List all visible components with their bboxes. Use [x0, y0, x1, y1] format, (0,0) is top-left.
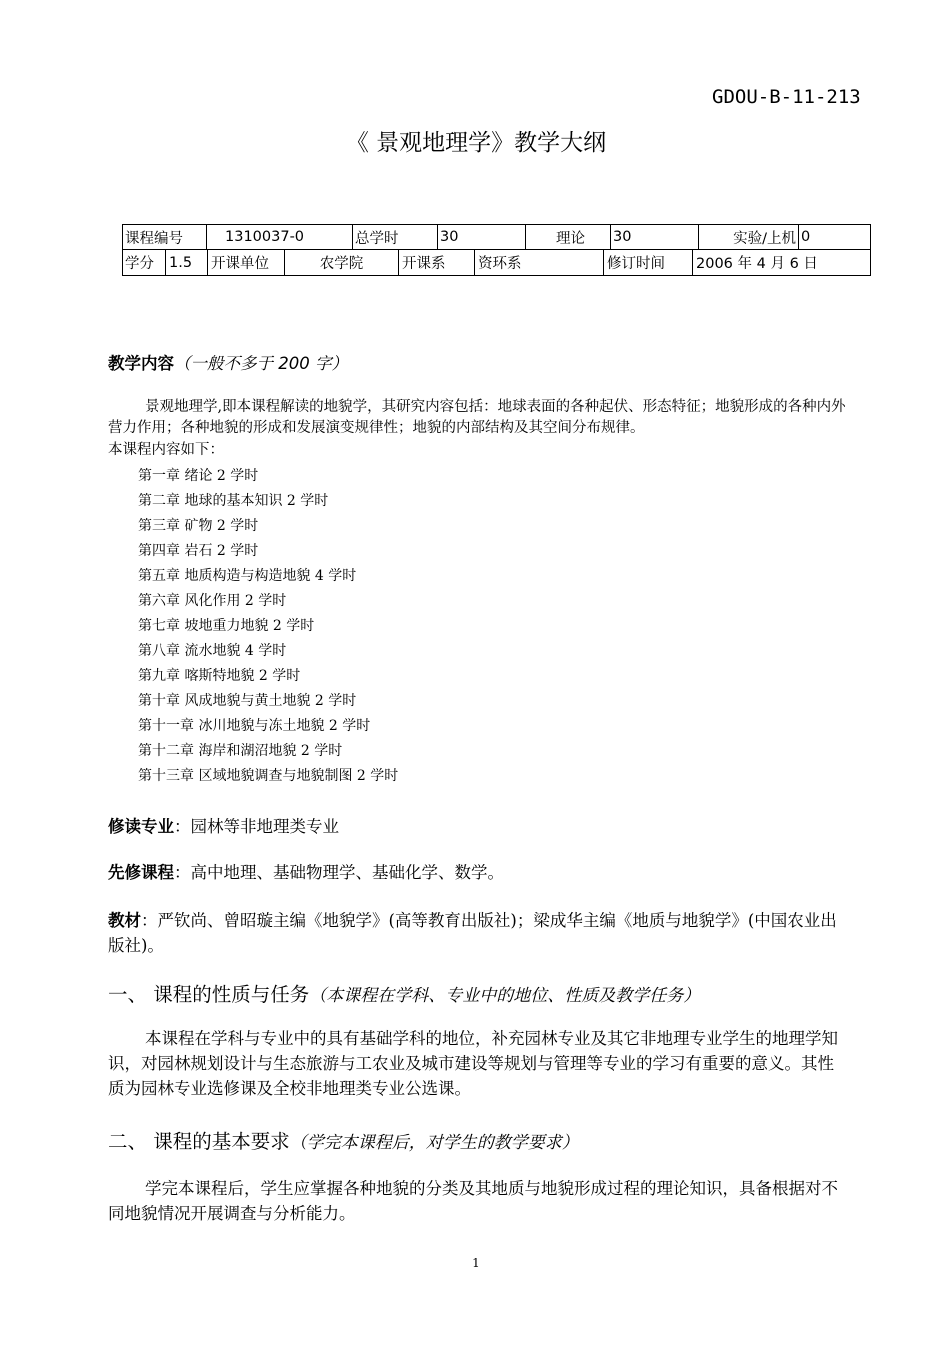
- table-row: [123, 250, 871, 276]
- teaching-content-label: 教学内容: [108, 354, 174, 373]
- list-item: 第四章 岩石 2 学时: [138, 543, 259, 559]
- teaching-content-note: （一般不多于 200 字）: [174, 354, 348, 373]
- table-cell: 0: [799, 225, 871, 250]
- table-cell: 2006 年 4 月 6 日: [696, 256, 818, 272]
- major-value: ：园林等非地理类专业: [174, 817, 339, 836]
- list-item: 第八章 流水地貌 4 学时: [138, 643, 287, 659]
- course-info-table: [122, 224, 871, 276]
- table-row: [123, 225, 871, 250]
- section1-title: 一、 课程的性质与任务: [108, 983, 310, 1006]
- textbook-value: ：严钦尚、曾昭璇主编《地貌学》(高等教育出版社)；梁成华主编《地质与地貌学》(中国农业出版社)。: [108, 911, 837, 955]
- section1-heading: [108, 979, 700, 1007]
- section2-paragraph: 学完本课程后，学生应掌握各种地貌的分类及其地质与地貌形成过程的理论知识，具备根据对不同地貌情况开展调查与分析能力。: [108, 1179, 838, 1223]
- intro-paragraph: 景观地理学,即本课程解读的地貌学，其研究内容包括：地球表面的各种起伏、形态特征；地貌形成的各种内外营力作用；各种地貌的形成和发展演变规律性；地貌的内部结构及其空间分布规律。: [108, 399, 846, 436]
- list-item: 第二章 地球的基本知识 2 学时: [138, 493, 329, 509]
- list-item: 第五章 地质构造与构造地貌 4 学时: [138, 568, 357, 584]
- textbook-label: 教材: [108, 911, 141, 930]
- list-item: 第九章 喀斯特地貌 2 学时: [138, 668, 301, 684]
- table-cell: 实验/上机: [699, 225, 799, 250]
- list-item: 第六章 风化作用 2 学时: [138, 593, 287, 609]
- table-cell: 开课单位: [208, 250, 285, 275]
- table-cell: 学分: [123, 250, 166, 275]
- section2-note: （学完本课程后，对学生的教学要求）: [289, 1133, 579, 1153]
- list-item: 第十三章 区域地貌调查与地貌制图 2 学时: [138, 768, 399, 784]
- table-cell: 1310037-0: [207, 225, 353, 250]
- list-item: 第十章 风成地貌与黄土地貌 2 学时: [138, 693, 357, 709]
- list-item: 第三章 矿物 2 学时: [138, 518, 259, 534]
- table-cell: 修订时间: [604, 250, 693, 275]
- major-line: [108, 813, 339, 837]
- chapter-list: [138, 464, 398, 789]
- section1-note: （本课程在学科、专业中的地位、性质及教学任务）: [309, 986, 701, 1006]
- document-title: 《 景观地理学》教学大纲: [345, 130, 607, 156]
- prereq-value: ：高中地理、基础物理学、基础化学、数学。: [174, 863, 504, 882]
- list-item: 第一章 绪论 2 学时: [138, 468, 259, 484]
- table-cell: 资环系: [475, 250, 604, 275]
- prereq-label: 先修课程: [108, 863, 174, 882]
- table-cell: 30: [611, 225, 699, 250]
- textbook-paragraph: [108, 908, 848, 958]
- prereq-line: [108, 859, 504, 883]
- teaching-content-heading: [108, 350, 348, 374]
- document-code: GDOU-B-11-213: [712, 86, 861, 108]
- section2-heading: [108, 1126, 579, 1154]
- major-label: 修读专业: [108, 817, 174, 836]
- table-cell: 1.5: [166, 250, 208, 275]
- section1-paragraph: 本课程在学科与专业中的具有基础学科的地位，补充园林专业及其它非地理专业学生的地理学知识，对园林规划设计与生态旅游与工农业及城市建设等规划与管理等专业的学习有重要的意义。其性质为园林专业选修课及全校非地理类专业公选课。: [108, 1029, 838, 1098]
- list-item: 第十一章 冰川地貌与冻土地貌 2 学时: [138, 718, 371, 734]
- table-cell: 课程编号: [123, 225, 207, 250]
- table-cell: 总学时: [353, 225, 438, 250]
- table-cell: 理论: [526, 225, 611, 250]
- table-cell: 农学院: [285, 250, 399, 275]
- page-number: 1: [472, 1256, 480, 1270]
- section2-title: 二、 课程的基本要求: [108, 1130, 290, 1153]
- intro-tail: 本课程内容如下：: [108, 442, 224, 458]
- table-cell: 30: [438, 225, 526, 250]
- list-item: 第七章 坡地重力地貌 2 学时: [138, 618, 315, 634]
- table-cell: 开课系: [399, 250, 475, 275]
- list-item: 第十二章 海岸和湖沼地貌 2 学时: [138, 743, 343, 759]
